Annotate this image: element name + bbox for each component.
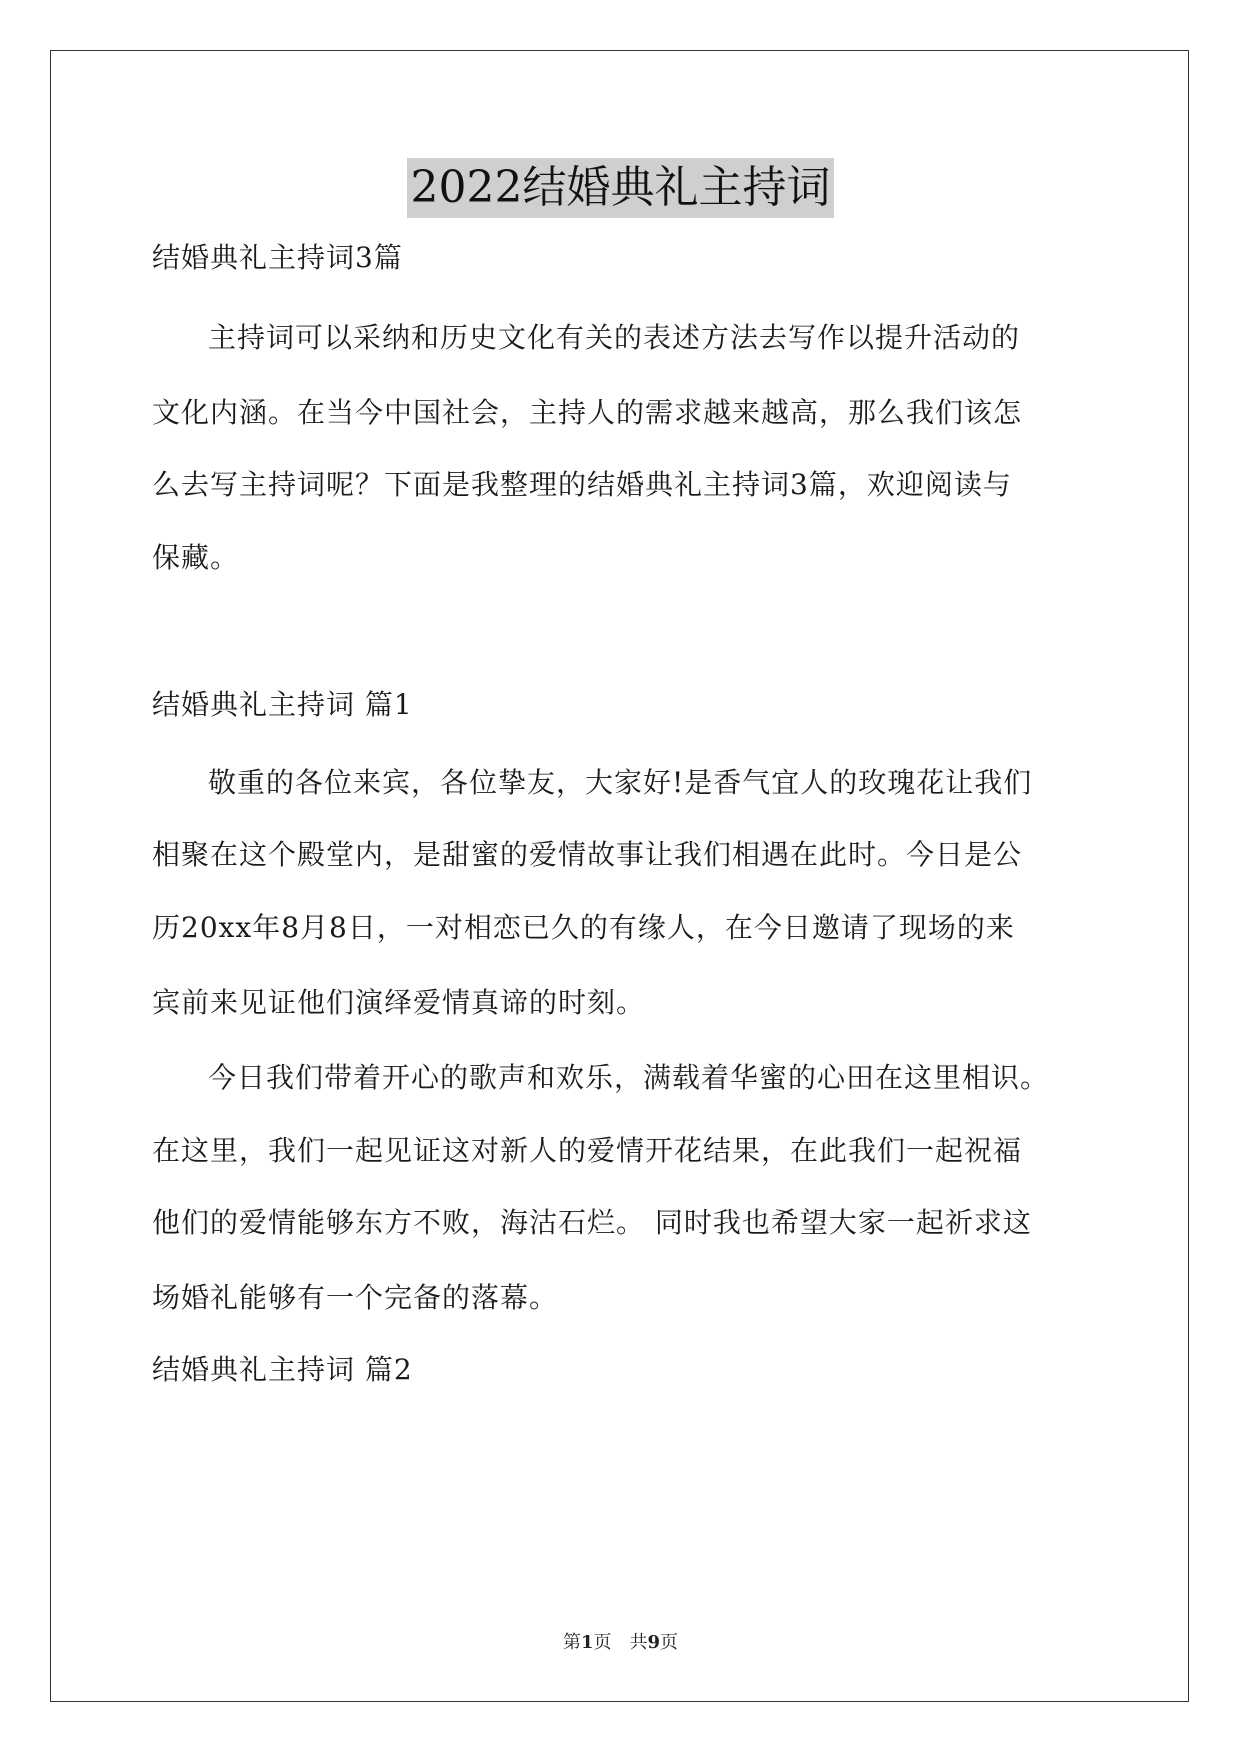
page-border [50,50,1189,1702]
page-footer [0,1628,1241,1654]
paragraph-line: 在这里，我们一起见证这对新人的爱情开花结果，在此我们一起祝福 [152,1134,1023,1167]
paragraph-line: 文化内涵。在当今中国社会，主持人的需求越来越高，那么我们该怎 [152,396,1023,429]
paragraph-line: 敬重的各位来宾，各位挚友，大家好!是香气宜人的玫瑰花让我们 [208,766,1033,799]
paragraph-line: 宾前来见证他们演绎爱情真谛的时刻。 [152,986,646,1019]
section-heading: 结婚典礼主持词 篇2 [152,1353,413,1386]
paragraph-line: 相聚在这个殿堂内，是甜蜜的爱情故事让我们相遇在此时。今日是公 [152,838,1023,871]
paragraph-line: 今日我们带着开心的歌声和欢乐，满载着华蜜的心田在这里相识。 [208,1061,1050,1094]
intro-heading: 结婚典礼主持词3篇 [152,241,403,274]
page-mid: 页 共 [593,1632,648,1653]
paragraph-line: 场婚礼能够有一个完备的落幕。 [152,1281,559,1314]
paragraph-line: 么去写主持词呢？下面是我整理的结婚典礼主持词3篇，欢迎阅读与 [152,468,1012,501]
page-prefix: 第 [562,1632,581,1653]
paragraph-line: 历20xx年8月8日，一对相恋已久的有缘人，在今日邀请了现场的来 [152,911,1015,944]
total-page-number: 9 [647,1632,661,1653]
paragraph-line: 保藏。 [152,541,240,574]
paragraph-line: 他们的爱情能够东方不败，海沽石烂。 同时我也希望大家一起祈求这 [152,1206,1032,1239]
paragraph-line: 主持词可以采纳和历史文化有关的表述方法去写作以提升活动的 [208,321,1021,354]
document-title: 2022结婚典礼主持词 [407,158,835,218]
title-container [0,158,1241,218]
page-suffix: 页 [660,1632,679,1653]
section-heading: 结婚典礼主持词 篇1 [152,688,413,721]
current-page-number: 1 [580,1632,594,1653]
